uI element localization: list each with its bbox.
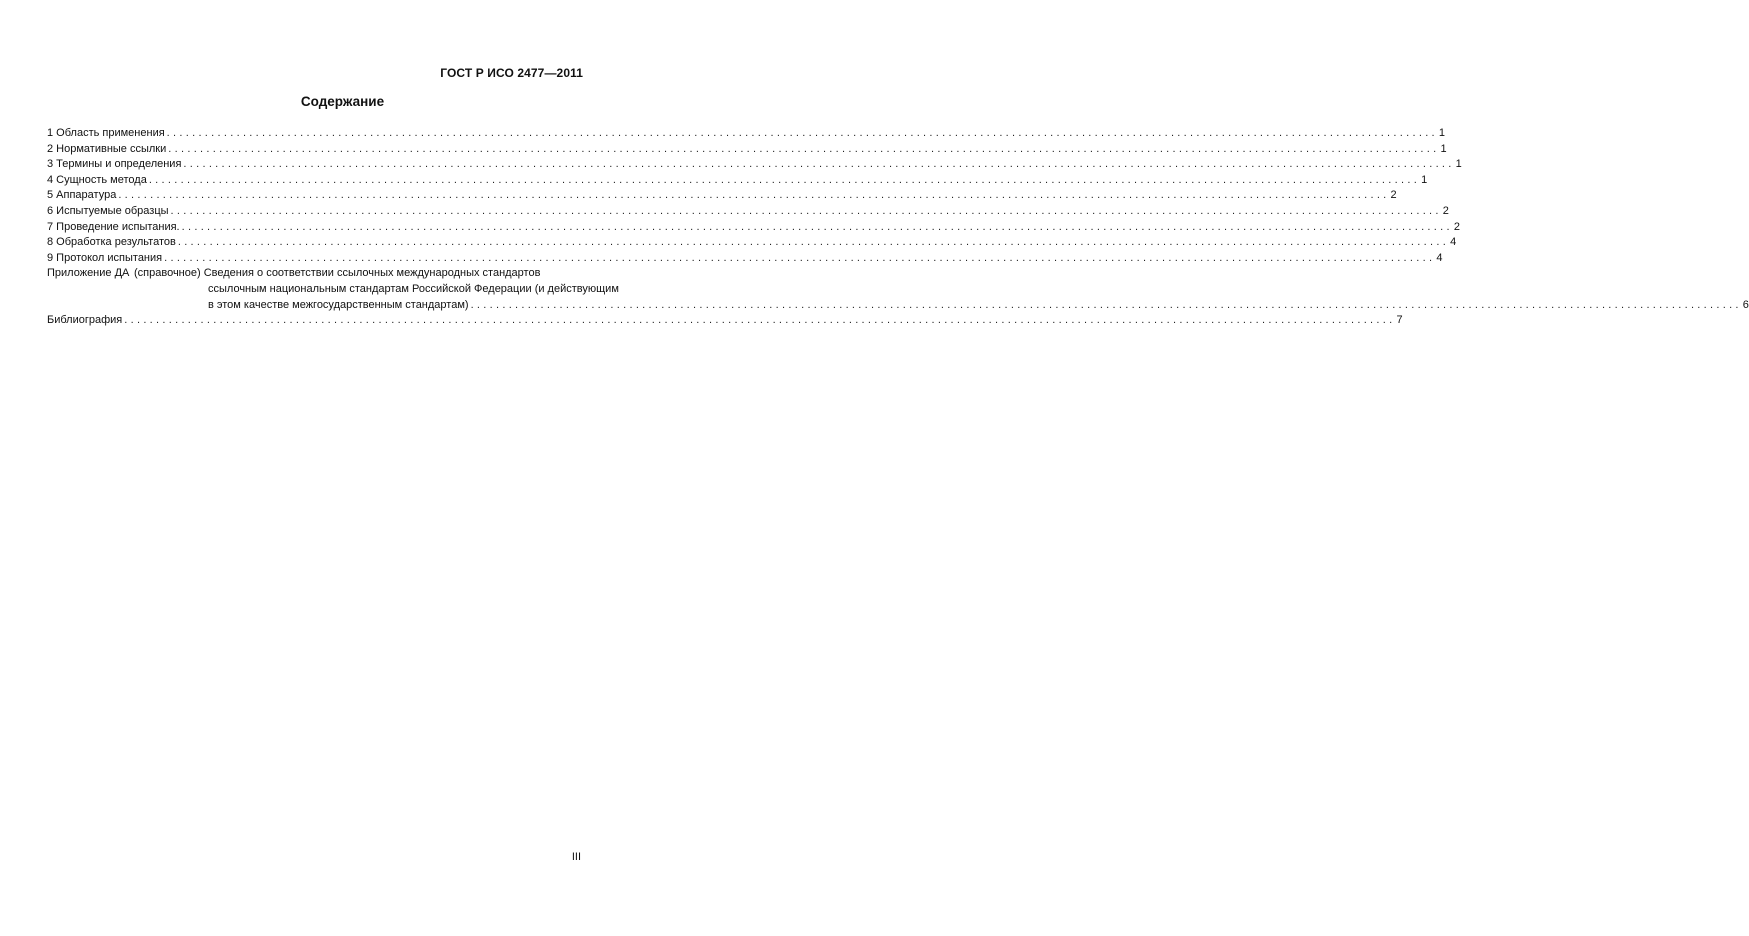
toc-entry-title: 5 Аппаратура bbox=[47, 189, 117, 202]
toc-entry-page: 2 bbox=[1390, 189, 1397, 202]
toc-entry-title: 9 Протокол испытания bbox=[47, 251, 163, 264]
annex-line-text: ссылочным национальным стандартам Российской Федерации (и действующим bbox=[208, 282, 619, 295]
toc-entry-title: 4 Сущность метода bbox=[47, 173, 147, 186]
toc-leader-dots: ........................................................................................................................................................................................................ bbox=[148, 173, 1421, 186]
toc-entry-page: 4 bbox=[1436, 251, 1443, 264]
document-code: ГОСТ Р ИСО 2477—2011 bbox=[440, 66, 583, 80]
table-of-contents bbox=[47, 126, 1749, 329]
toc-entry[interactable] bbox=[47, 126, 1446, 142]
toc-leader-dots: ........................................................................................................................................................................................................ bbox=[166, 127, 1438, 139]
toc-entry[interactable] bbox=[47, 235, 1457, 251]
toc-entry-page: 1 bbox=[1440, 142, 1447, 155]
toc-entry[interactable] bbox=[47, 157, 1462, 173]
toc-entry[interactable] bbox=[47, 173, 1428, 189]
annex-description bbox=[134, 266, 1749, 313]
annex-line bbox=[134, 282, 1749, 298]
toc-entry[interactable] bbox=[47, 220, 1460, 236]
toc-entry-page: 1 bbox=[1455, 158, 1462, 171]
annex-line-text: в этом качестве межгосударственным стандартам) bbox=[208, 298, 469, 311]
toc-entry-title: 1 Область применения bbox=[47, 127, 165, 139]
toc-leader-dots: ........................................................................................................................................................................................................ bbox=[170, 204, 1442, 217]
toc-entry-page: 1 bbox=[1421, 173, 1428, 186]
toc-entry-title: 3 Термины и определения bbox=[47, 158, 182, 171]
toc-leader-dots: ........................................................................................................................................................................................................ bbox=[164, 251, 1436, 264]
toc-leader-dots: ........................................................................................................................................................................................................ bbox=[168, 142, 1440, 155]
annex-line-text: (справочное) Сведения о соответствии ссылочных международных стандартов bbox=[134, 267, 541, 280]
toc-entry-bibliography[interactable] bbox=[47, 313, 1403, 329]
toc-entry-page: 6 bbox=[1742, 298, 1749, 311]
toc-entry-title: Библиография bbox=[47, 314, 123, 327]
toc-entry-title: 8 Обработка результатов bbox=[47, 236, 176, 249]
toc-entry-page: 1 bbox=[1438, 127, 1446, 139]
toc-leader-dots: ........................................................................................................................................................................................................ bbox=[183, 158, 1455, 171]
toc-annex-entry[interactable] bbox=[47, 266, 1749, 313]
toc-leader-dots: ........................................................................................................................................................................................................ bbox=[470, 298, 1742, 311]
toc-heading: Содержание bbox=[300, 94, 385, 109]
toc-entry[interactable] bbox=[47, 204, 1449, 220]
toc-leader-dots: ........................................................................................................................................................................................................ bbox=[124, 314, 1396, 327]
toc-entry[interactable] bbox=[47, 142, 1447, 158]
toc-entry[interactable] bbox=[47, 188, 1397, 204]
toc-entry-page: 2 bbox=[1442, 204, 1449, 217]
toc-entry-page: 2 bbox=[1453, 220, 1460, 233]
toc-leader-dots: ........................................................................................................................................................................................................ bbox=[181, 220, 1453, 233]
annex-line bbox=[134, 298, 1749, 314]
annex-line bbox=[134, 266, 1749, 282]
toc-entry-title: 6 Испытуемые образцы bbox=[47, 204, 169, 217]
annex-label: Приложение ДА bbox=[47, 267, 130, 280]
toc-entry-title: 2 Нормативные ссылки bbox=[47, 142, 167, 155]
page-number: III bbox=[571, 851, 581, 863]
toc-entry-title: 7 Проведение испытания. bbox=[47, 220, 180, 233]
toc-entry-page: 7 bbox=[1396, 314, 1403, 327]
toc-entry[interactable] bbox=[47, 251, 1443, 267]
toc-entry-page: 4 bbox=[1450, 236, 1457, 249]
toc-leader-dots: ........................................................................................................................................................................................................ bbox=[118, 189, 1390, 202]
toc-leader-dots: ........................................................................................................................................................................................................ bbox=[177, 236, 1450, 249]
